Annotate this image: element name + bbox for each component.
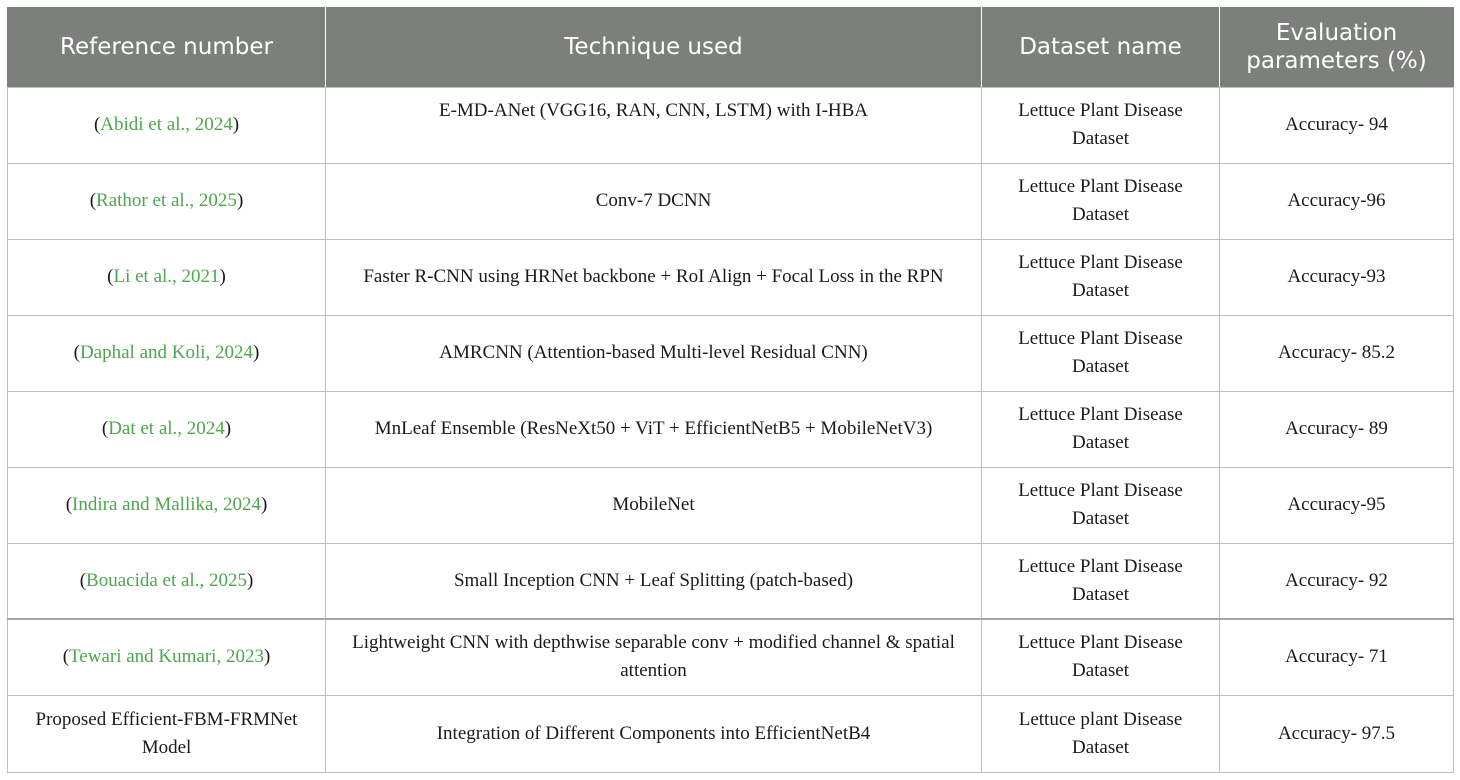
- table-row: [8, 87, 1454, 163]
- citation-link[interactable]: Rathor et al., 2025: [96, 190, 237, 211]
- evaluation-cell: Accuracy- 89: [1220, 391, 1454, 467]
- technique-cell: Integration of Different Components into EfficientNetB4: [326, 695, 982, 772]
- technique-cell: MobileNet: [326, 467, 982, 543]
- header-dataset-name: Dataset name: [982, 7, 1220, 87]
- proposed-model-row: [8, 695, 1454, 772]
- dataset-cell: Lettuce Plant Disease Dataset: [982, 543, 1220, 619]
- table-row: [8, 239, 1454, 315]
- header-technique-used: Technique used: [326, 7, 982, 87]
- table-row: [8, 163, 1454, 239]
- technique-text: E-MD-ANet (VGG16, RAN, CNN, LSTM) with I-HBA: [438, 100, 869, 121]
- technique-cell: Conv-7 DCNN: [326, 163, 982, 239]
- reference-cell: (Li et al., 2021): [8, 239, 326, 315]
- evaluation-cell: Accuracy- 71: [1220, 619, 1454, 695]
- dataset-cell: Lettuce Plant Disease Dataset: [982, 163, 1220, 239]
- technique-cell: MnLeaf Ensemble (ResNeXt50 + ViT + EfficientNetB5 + MobileNetV3): [326, 391, 982, 467]
- reference-cell-proposed: Proposed Efficient-FBM-FRMNet Model: [8, 695, 326, 772]
- citation-link[interactable]: Bouacida et al., 2025: [86, 569, 247, 591]
- technique-cell: Lightweight CNN with depthwise separable conv + modified channel & spatial attention: [326, 619, 982, 695]
- reference-cell: (Abidi et al., 2024): [8, 87, 326, 163]
- table-row: [8, 467, 1454, 543]
- table-row: [8, 619, 1454, 695]
- table-body: [8, 87, 1454, 772]
- reference-cell: (Indira and Mallika, 2024): [8, 467, 326, 543]
- evaluation-cell: Accuracy- 92: [1220, 543, 1454, 619]
- technique-cell: Faster R-CNN using HRNet backbone + RoI Align + Focal Loss in the RPN: [326, 239, 982, 315]
- dataset-cell: Lettuce Plant Disease Dataset: [982, 619, 1220, 695]
- evaluation-cell: Accuracy-93: [1220, 239, 1454, 315]
- citation-link[interactable]: Indira and Mallika, 2024: [72, 494, 261, 515]
- table-row: [8, 543, 1454, 619]
- technique-cell: AMRCNN (Attention-based Multi-level Residual CNN): [326, 315, 982, 391]
- reference-cell: (Tewari and Kumari, 2023): [8, 619, 326, 695]
- dataset-cell: Lettuce Plant Disease Dataset: [982, 239, 1220, 315]
- citation-link[interactable]: Li et al., 2021: [113, 266, 220, 287]
- dataset-cell: Lettuce Plant Disease Dataset: [982, 87, 1220, 163]
- citation-link[interactable]: Dat et al., 2024: [108, 418, 225, 439]
- citation-link[interactable]: Abidi et al., 2024: [100, 114, 233, 135]
- table-row: [8, 315, 1454, 391]
- evaluation-cell: Accuracy- 85.2: [1220, 315, 1454, 391]
- dataset-cell: Lettuce plant Disease Dataset: [982, 695, 1220, 772]
- dataset-cell: Lettuce Plant Disease Dataset: [982, 467, 1220, 543]
- dataset-cell: Lettuce Plant Disease Dataset: [982, 315, 1220, 391]
- reference-cell: (Dat et al., 2024): [8, 391, 326, 467]
- comparison-table-container: [7, 7, 1453, 773]
- table-header: [8, 7, 1454, 87]
- evaluation-cell: Accuracy- 97.5: [1220, 695, 1454, 772]
- table-row: [8, 391, 1454, 467]
- header-row: [8, 7, 1454, 87]
- reference-cell: (Rathor et al., 2025): [8, 163, 326, 239]
- evaluation-cell: Accuracy-95: [1220, 467, 1454, 543]
- reference-cell: (Bouacida et al., 2025): [8, 543, 326, 619]
- header-evaluation-parameters: Evaluation parameters (%): [1220, 7, 1454, 87]
- citation-link[interactable]: Tewari and Kumari, 2023: [69, 646, 264, 668]
- evaluation-cell: Accuracy-96: [1220, 163, 1454, 239]
- comparison-table: [7, 7, 1454, 773]
- citation-link[interactable]: Daphal and Koli, 2024: [79, 342, 254, 363]
- reference-cell: (Daphal and Koli, 2024): [8, 315, 326, 391]
- evaluation-cell: Accuracy- 94: [1220, 87, 1454, 163]
- header-reference-number: Reference number: [8, 7, 326, 87]
- dataset-cell: Lettuce Plant Disease Dataset: [982, 391, 1220, 467]
- technique-cell: [326, 87, 982, 163]
- technique-cell: Small Inception CNN + Leaf Splitting (patch-based): [326, 543, 982, 619]
